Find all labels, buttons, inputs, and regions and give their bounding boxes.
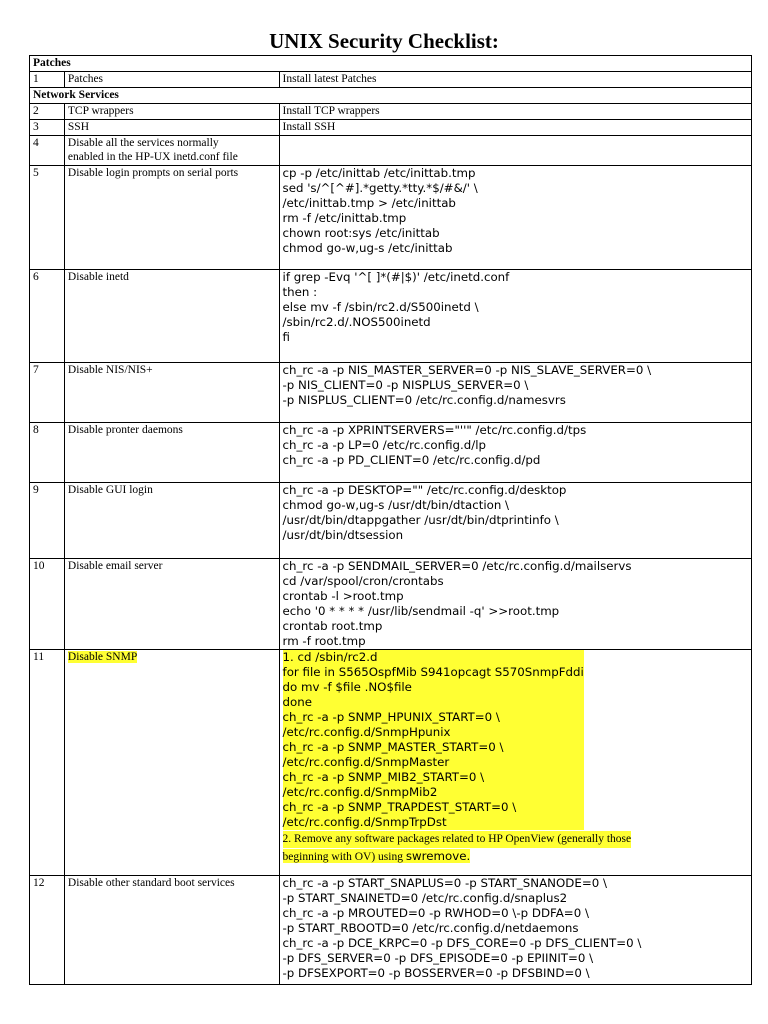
- table-row: [30, 270, 752, 363]
- row-number: 3: [30, 120, 65, 136]
- action-line: /etc/inittab.tmp > /etc/inittab: [282, 196, 456, 210]
- row-action: [279, 270, 751, 363]
- row-number: 1: [30, 72, 65, 88]
- action-line: -p NIS_CLIENT=0 -p NISPLUS_SERVER=0 \: [282, 378, 529, 392]
- action-line: ch_rc -a -p SENDMAIL_SERVER=0 /etc/rc.config.d/mailservs: [282, 559, 632, 573]
- action-line: chmod go-w,ug-s /usr/dt/bin/dtaction \: [282, 498, 510, 512]
- table-row: [30, 423, 752, 483]
- row-action: [279, 559, 751, 650]
- action-line: chown root:sys /etc/inittab: [282, 226, 440, 240]
- action-line: ch_rc -a -p LP=0 /etc/rc.config.d/lp: [282, 438, 487, 452]
- highlighted-block: [283, 650, 584, 830]
- row-item: Disable inetd: [64, 270, 279, 363]
- row-item: TCP wrappers: [64, 104, 279, 120]
- row-number: 7: [30, 363, 65, 423]
- note-text: beginning with OV) using: [282, 851, 406, 863]
- action-line: /etc/rc.config.d/SnmpMib2: [282, 785, 438, 799]
- action-line: if grep -Evq '^[ ]*(#|$)' /etc/inetd.conf: [282, 270, 510, 284]
- action-line: ch_rc -a -p SNMP_MIB2_START=0 \: [282, 770, 485, 784]
- row-item: [64, 136, 279, 166]
- highlighted-item: Disable SNMP: [67, 651, 138, 663]
- row-number: 10: [30, 559, 65, 650]
- row-item: Disable other standard boot services: [64, 876, 279, 985]
- row-item: Patches: [64, 72, 279, 88]
- action-line: crontab root.tmp: [282, 619, 383, 633]
- row-number: 5: [30, 166, 65, 270]
- action-line: ch_rc -a -p XPRINTSERVERS="''" /etc/rc.config.d/tps: [282, 423, 587, 437]
- table-row: [30, 650, 752, 876]
- action-line: /usr/dt/bin/dtsession: [282, 528, 404, 542]
- row-action: [279, 423, 751, 483]
- action-line: echo '0 * * * * /usr/lib/sendmail -q' >>root.tmp: [282, 604, 560, 618]
- action-line: -p DFS_SERVER=0 -p DFS_EPISODE=0 -p EPIINIT=0 \: [282, 951, 594, 965]
- action-line: ch_rc -a -p DCE_KRPC=0 -p DFS_CORE=0 -p DFS_CLIENT=0 \: [282, 936, 642, 950]
- row-item: Disable GUI login: [64, 483, 279, 559]
- row-item: Disable NIS/NIS+: [64, 363, 279, 423]
- row-action: [279, 363, 751, 423]
- action-line: ch_rc -a -p START_SNAPLUS=0 -p START_SNANODE=0 \: [282, 876, 607, 890]
- row-number: 9: [30, 483, 65, 559]
- checklist-table: [29, 55, 752, 985]
- item-line: enabled in the HP-UX inetd.conf file: [67, 151, 238, 163]
- action-line: -p DFSEXPORT=0 -p BOSSERVER=0 -p DFSBIND=0 \: [282, 966, 590, 980]
- row-number: 4: [30, 136, 65, 166]
- action-line: /etc/rc.config.d/SnmpHpunix: [282, 725, 451, 739]
- row-item: [64, 650, 279, 876]
- row-number: 8: [30, 423, 65, 483]
- action-line: ch_rc -a -p DESKTOP="" /etc/rc.config.d/desktop: [282, 483, 567, 497]
- row-number: 11: [30, 650, 65, 876]
- note-line: 2. Remove any software packages related to HP OpenView (generally those: [283, 831, 632, 848]
- action-line: /etc/rc.config.d/SnmpMaster: [282, 755, 450, 769]
- action-line: Install latest Patches: [282, 73, 377, 85]
- action-line: 1. cd /sbin/rc2.d: [282, 650, 378, 664]
- action-line: cp -p /etc/inittab /etc/inittab.tmp: [282, 166, 476, 180]
- section-header-network: Network Services: [30, 88, 752, 104]
- action-line: -p START_SNAINETD=0 /etc/rc.config.d/snaplus2: [282, 891, 568, 905]
- row-item: SSH: [64, 120, 279, 136]
- table-row: [30, 136, 752, 166]
- table-row: [30, 876, 752, 985]
- action-line: /usr/dt/bin/dtappgather /usr/dt/bin/dtprintinfo \: [282, 513, 559, 527]
- action-line: for file in S565OspfMib S941opcagt S570SnmpFddi: [282, 665, 584, 679]
- action-line: fi: [282, 330, 290, 344]
- action-line: ch_rc -a -p SNMP_TRAPDEST_START=0 \: [282, 800, 517, 814]
- action-line: sed 's/^[^#].*getty.*tty.*$/#&/' \: [282, 181, 478, 195]
- row-number: 6: [30, 270, 65, 363]
- action-line: rm -f root.tmp: [282, 634, 366, 648]
- action-line: /sbin/rc2.d/.NOS500inetd: [282, 315, 431, 329]
- row-number: 2: [30, 104, 65, 120]
- page-title: UNIX Security Checklist:: [269, 29, 499, 53]
- action-line: -p NISPLUS_CLIENT=0 /etc/rc.config.d/namesvrs: [282, 393, 566, 407]
- row-item: Disable pronter daemons: [64, 423, 279, 483]
- action-line: ch_rc -a -p SNMP_HPUNIX_START=0 \: [282, 710, 500, 724]
- row-action: [279, 104, 751, 120]
- table-row: [30, 363, 752, 423]
- row-action: [279, 136, 751, 166]
- note-line-2: [283, 849, 471, 863]
- row-number: 12: [30, 876, 65, 985]
- row-action: [279, 876, 751, 985]
- section-row-network: [30, 88, 752, 104]
- row-action: [279, 72, 751, 88]
- row-item: Disable login prompts on serial ports: [64, 166, 279, 270]
- table-row: [30, 120, 752, 136]
- action-line: then :: [282, 285, 318, 299]
- action-line: do mv -f $file .NO$file: [282, 680, 412, 694]
- table-row: [30, 483, 752, 559]
- swremove-note: [283, 831, 748, 865]
- section-row-patches: [30, 56, 752, 72]
- row-action: [279, 120, 751, 136]
- action-line: ch_rc -a -p MROUTED=0 -p RWHOD=0 \-p DDFA=0 \: [282, 906, 589, 920]
- table-row: [30, 72, 752, 88]
- action-line: done: [282, 695, 312, 709]
- action-line: cd /var/spool/cron/crontabs: [282, 574, 444, 588]
- row-action: [279, 166, 751, 270]
- action-line: /etc/rc.config.d/SnmpTrpDst: [282, 815, 447, 829]
- action-line: chmod go-w,ug-s /etc/inittab: [282, 241, 453, 255]
- action-line: ch_rc -a -p PD_CLIENT=0 /etc/rc.config.d/pd: [282, 453, 541, 467]
- action-line: crontab -l >root.tmp: [282, 589, 404, 603]
- item-line: Disable all the services normally: [67, 137, 219, 149]
- action-line: ch_rc -a -p NIS_MASTER_SERVER=0 -p NIS_SLAVE_SERVER=0 \: [282, 363, 652, 377]
- table-row: [30, 104, 752, 120]
- action-line: rm -f /etc/inittab.tmp: [282, 211, 407, 225]
- table-row: [30, 166, 752, 270]
- action-line: Install SSH: [282, 121, 336, 133]
- action-line: else mv -f /sbin/rc2.d/S500inetd \: [282, 300, 479, 314]
- action-line: Install TCP wrappers: [282, 105, 380, 117]
- action-line: -p START_RBOOTD=0 /etc/rc.config.d/netdaemons: [282, 921, 579, 935]
- table-row: [30, 559, 752, 650]
- note-command: swremove.: [405, 849, 471, 863]
- row-item: Disable email server: [64, 559, 279, 650]
- row-action: [279, 650, 751, 876]
- action-line: ch_rc -a -p SNMP_MASTER_START=0 \: [282, 740, 504, 754]
- section-header-patches: Patches: [30, 56, 752, 72]
- row-action: [279, 483, 751, 559]
